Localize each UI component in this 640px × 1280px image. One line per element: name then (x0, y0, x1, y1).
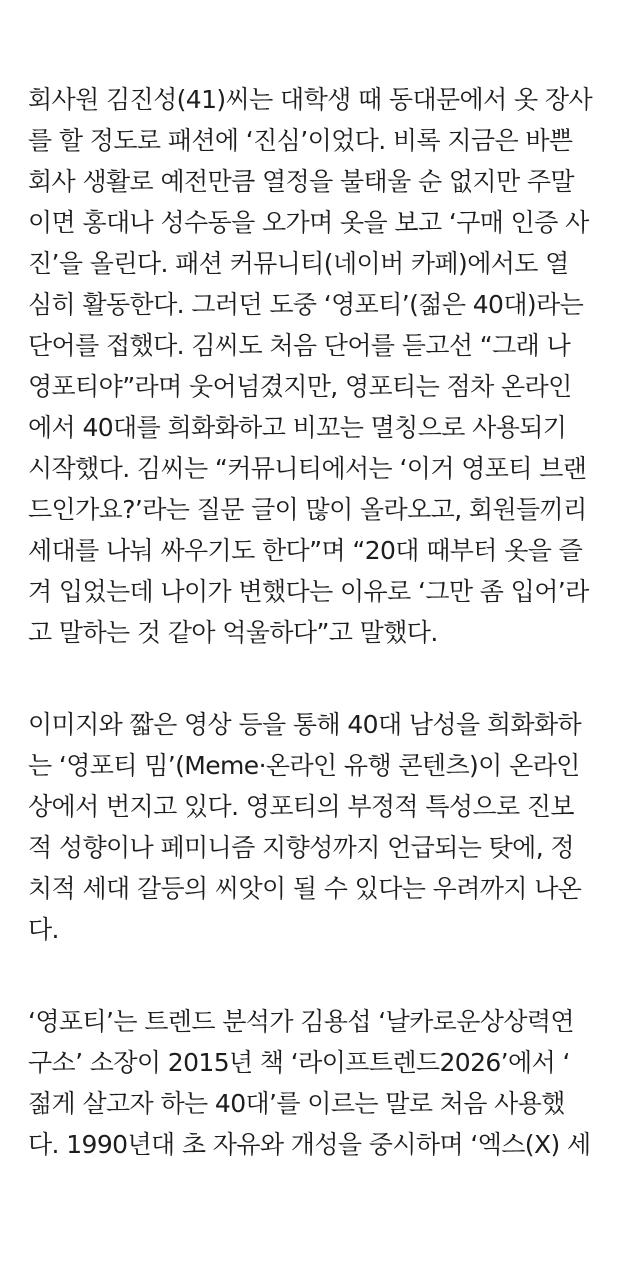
paragraph-line: 다. 1990년대 초 자유와 개성을 중시하며 ‘엑스(X) 세 (28, 1130, 591, 1159)
paragraph-line: 다. (28, 915, 59, 944)
paragraph-line: 고 말하는 것 같아 억울하다”고 말했다. (28, 618, 438, 647)
paragraph-line: 구소’ 소장이 2015년 책 ‘라이프트렌드2026’에서 ‘ (28, 1048, 570, 1077)
paragraph-line: 에서 40대를 희화화하고 비꼬는 멸칭으로 사용되기 (28, 413, 567, 442)
paragraph-line: 영포티야”라며 웃어넘겼지만, 영포티는 점차 온라인 (28, 372, 572, 401)
paragraph-2 (28, 704, 626, 950)
paragraph-line: 는 ‘영포티 밈’(Meme·온라인 유행 콘텐츠)이 온라인 (28, 751, 580, 780)
paragraph-1 (28, 79, 626, 653)
paragraph-line: 시작했다. 김씨는 “커뮤니티에서는 ‘이거 영포티 브랜 (28, 454, 587, 483)
paragraph-line: 심히 활동한다. 그러던 도중 ‘영포티’(젊은 40대)라는 (28, 290, 584, 319)
paragraph-line: 드인가요?’라는 질문 글이 많이 올라오고, 회원들끼리 (28, 495, 587, 524)
paragraph-line: 세대를 나눠 싸우기도 한다”며 “20대 때부터 옷을 즐 (28, 536, 583, 565)
paragraph-line: 를 할 정도로 패션에 ‘진심’이었다. 비록 지금은 바쁜 (28, 126, 573, 155)
paragraph-line: 단어를 접했다. 김씨도 처음 단어를 듣고선 “그래 나 (28, 331, 571, 360)
paragraph-line: 회사원 김진성(41)씨는 대학생 때 동대문에서 옷 장사 (28, 85, 593, 114)
paragraph-line: 적 성향이나 페미니즘 지향성까지 언급되는 탓에, 정 (28, 833, 574, 862)
paragraph-line: ‘영포티’는 트렌드 분석가 김용섭 ‘날카로운상상력연 (28, 1007, 574, 1036)
paragraph-line: 회사 생활로 예전만큼 열정을 불태울 순 없지만 주말 (28, 167, 574, 196)
paragraph-3 (28, 1001, 626, 1165)
paragraph-line: 젊게 살고자 하는 40대’를 이르는 말로 처음 사용했 (28, 1089, 565, 1118)
paragraph-line: 이면 홍대나 성수동을 오가며 옷을 보고 ‘구매 인증 사 (28, 208, 589, 237)
article-body (28, 79, 626, 1216)
paragraph-line: 이미지와 짧은 영상 등을 통해 40대 남성을 희화화하 (28, 710, 582, 739)
paragraph-line: 상에서 번지고 있다. 영포티의 부정적 특성으로 진보 (28, 792, 574, 821)
paragraph-line: 겨 입었는데 나이가 변했다는 이유로 ‘그만 좀 입어’라 (28, 577, 589, 606)
paragraph-line: 진’을 올린다. 패션 커뮤니티(네이버 카페)에서도 열 (28, 249, 569, 278)
paragraph-line: 치적 세대 갈등의 씨앗이 될 수 있다는 우려까지 나온 (28, 874, 582, 903)
